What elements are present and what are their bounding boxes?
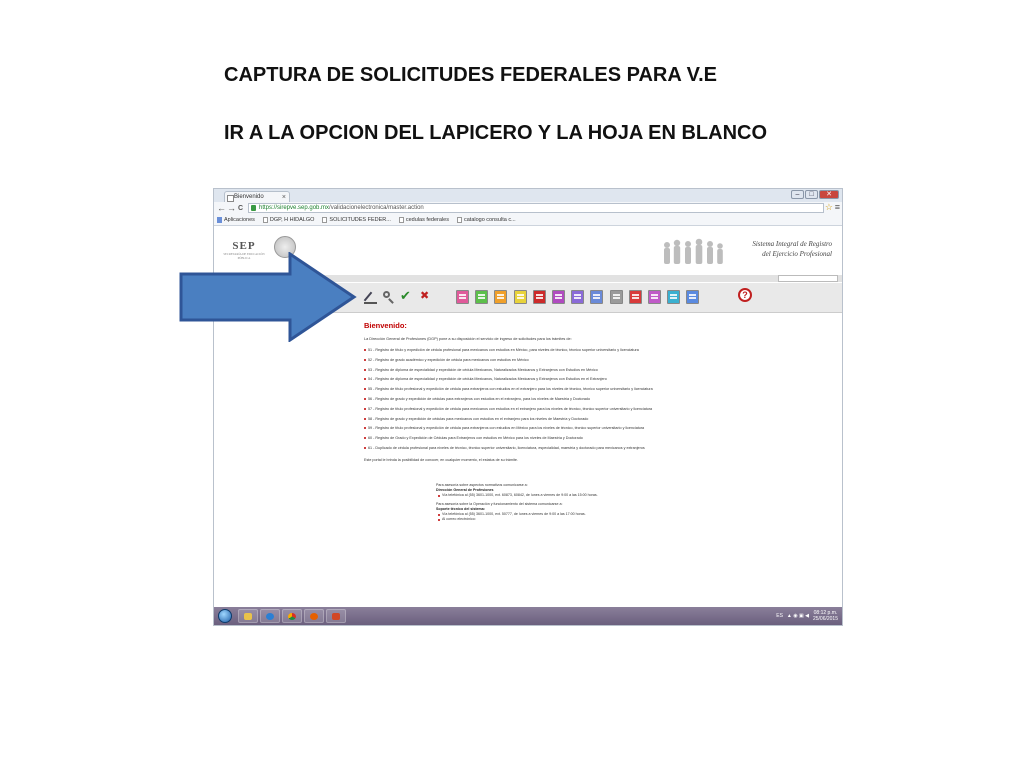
- procedure-item: 61 - Duplicado de cédula profesional para niveles de técnico, técnico superior universitario, licenciatura, especialidad, maestría y doctorado para mexicanos y extranjeros: [364, 446, 834, 456]
- clock-time: 08:12 p.m.: [813, 610, 838, 616]
- window-controls: [791, 190, 839, 200]
- bookmark-label: cedulas federales: [405, 216, 449, 223]
- internet-explorer-icon[interactable]: [260, 609, 280, 623]
- document-icon-3[interactable]: [494, 290, 507, 304]
- sep-logo-text: SEP: [232, 240, 256, 252]
- tab-close-icon[interactable]: ×: [281, 194, 286, 201]
- slide-title-line-2: IR A LA OPCION DEL LAPICERO Y LA HOJA EN BLANCO: [224, 122, 768, 144]
- document-icon-1[interactable]: [456, 290, 469, 304]
- bookmark-label: SOLICITUDES FEDER...: [329, 216, 391, 223]
- url-input[interactable]: [248, 203, 824, 213]
- welcome-heading: Bienvenido:: [364, 321, 407, 330]
- back-icon[interactable]: ←: [217, 203, 226, 213]
- procedure-item: 57 - Registro de título profesional y expedición de cédula para mexicanos con estudios en el extranjero para los niveles de técnico, técnico superior universitario y licenciatura: [364, 407, 834, 417]
- procedure-item: 52 - Registro de grado académico y expedición de cédula para mexicanos con estudios en México: [364, 358, 834, 368]
- people-silhouette-icon: [659, 235, 729, 267]
- contact-info: [436, 483, 736, 522]
- file-explorer-icon[interactable]: [238, 609, 258, 623]
- apps-grid-icon: [217, 217, 222, 223]
- normative-phone: Vía telefónica al (55) 3601-1000, ext. 60873, 60842, de lunes a viernes de 9:00 a las 15:00 horas.: [436, 493, 736, 498]
- clock[interactable]: [813, 610, 838, 622]
- bookmark-apps[interactable]: [217, 215, 255, 225]
- powerpoint-icon[interactable]: [326, 609, 346, 623]
- document-icon-12[interactable]: [667, 290, 680, 304]
- bookmark-label: catalogo consulta c...: [463, 216, 516, 223]
- document-icon-13[interactable]: [686, 290, 699, 304]
- normative-intro: Para asesoría sobre aspectos normativos comunicarse a:: [436, 483, 528, 487]
- document-icon-7[interactable]: [571, 290, 584, 304]
- system-title: [728, 239, 832, 259]
- document-icon-4[interactable]: [514, 290, 527, 304]
- bookmark-item[interactable]: [322, 215, 390, 225]
- tech-email-row: [436, 517, 736, 522]
- procedure-item: 51 - Registro de título y expedición de cédula profesional para mexicanos con estudios en México, para niveles de técnico, técnico superior universitario y licenciatura: [364, 348, 834, 358]
- document-icon-5[interactable]: [533, 290, 546, 304]
- tab-title: Bienvenido: [234, 194, 264, 200]
- page-icon: [322, 217, 327, 223]
- slide-title: [224, 61, 784, 148]
- system-title-line-1: Sistema Integral de Registro: [752, 240, 832, 248]
- welcome-content: [364, 321, 834, 581]
- maximize-button[interactable]: □: [805, 190, 818, 199]
- procedure-item: 59 - Registro de título profesional y expedición de cédula para extranjeros con estudios en México para los niveles de técnico, técnico superior universitario y licenciatura: [364, 426, 834, 436]
- document-icon-8[interactable]: [590, 290, 603, 304]
- tech-email-label: Al correo electrónico:: [442, 517, 476, 521]
- document-icon-6[interactable]: [552, 290, 565, 304]
- document-icon-11[interactable]: [648, 290, 661, 304]
- address-bar-row: [214, 202, 842, 215]
- intro-text: La Dirección General de Profesiones (DGP) pone a su disposición el servicio de ingreso de solicitudes para los trámites de:: [364, 337, 572, 341]
- chrome-icon[interactable]: [282, 609, 302, 623]
- page-icon: [399, 217, 404, 223]
- bookmark-item[interactable]: [457, 215, 516, 225]
- bookmark-item[interactable]: [263, 215, 315, 225]
- procedure-list: [364, 348, 834, 456]
- url-scheme: https://: [259, 205, 278, 211]
- reject-icon[interactable]: [419, 290, 432, 304]
- url-host: sirepve.sep.gob.mx: [277, 205, 330, 211]
- tech-intro: Para asesoría sobre la Operación y funcionamiento del sistema comunicarse a:: [436, 502, 563, 506]
- slide-title-line-1: CAPTURA DE SOLICITUDES FEDERALES PARA V.E: [224, 64, 718, 86]
- page-icon: [457, 217, 462, 223]
- user-field: [778, 275, 838, 282]
- pointer-arrow-icon: [178, 252, 358, 342]
- windows-taskbar: [214, 607, 842, 625]
- portal-note: Este portal le brinda la posibilidad de conocer, en cualquier momento, el estatus de su trámite.: [364, 457, 518, 462]
- minimize-button[interactable]: –: [791, 190, 804, 199]
- pen-edit-icon[interactable]: [364, 290, 377, 304]
- tech-phone: Vía telefónica al (55) 3601-1000, ext. 50777, de lunes a viernes de 9:00 a las 17:00 horas.: [436, 512, 736, 517]
- system-title-line-2: del Ejercicio Profesional: [762, 250, 832, 258]
- page-favicon-icon: [227, 195, 234, 202]
- tech-org: Soporte técnico del sistema:: [436, 507, 485, 511]
- reload-icon[interactable]: C: [238, 205, 244, 212]
- firefox-icon[interactable]: [304, 609, 324, 623]
- browser-tab[interactable]: [224, 191, 290, 202]
- start-button[interactable]: [218, 609, 232, 623]
- procedure-item: 53 - Registro de diploma de especialidad y expedición de cédula Mexicanos, Naturalizados Mexicanos y Extranjeros con Estudios en México: [364, 368, 834, 378]
- procedure-item: 55 - Registro de título profesional y expedición de cédula para extranjeros con estudios en el extranjero para los niveles de técnico, técnico superior universitario y licenciatura: [364, 387, 834, 397]
- system-tray: [776, 610, 842, 622]
- normative-org: Dirección General de Profesiones: [436, 488, 494, 492]
- bookmark-label: Aplicaciones: [224, 216, 255, 223]
- browser-tab-bar: [214, 189, 842, 203]
- browser-menu-icon[interactable]: ≡: [834, 202, 840, 212]
- help-icon[interactable]: ?: [738, 288, 752, 302]
- procedure-item: 54 - Registro de diploma de especialidad y expedición de cédula Mexicanos, Naturalizados Mexicanos y Extranjeros con Estudios en el Extranjero: [364, 377, 834, 387]
- language-indicator[interactable]: ES: [776, 613, 783, 619]
- procedure-item: 58 - Registro de grado y expedición de cédulas para mexicanos con estudios en el extranjero para los niveles de Maestría y Doctorado: [364, 417, 834, 427]
- document-icon-9[interactable]: [610, 290, 623, 304]
- bookmark-item[interactable]: [399, 215, 449, 225]
- bookmark-label: DGP, H HIDALGO: [269, 216, 315, 223]
- procedure-item: 60 - Registro de Grado y Expedición de Cédulas para Extranjeros con estudios en México para los niveles de Maestría y Doctorado: [364, 436, 834, 446]
- lock-icon: [251, 205, 256, 211]
- bookmarks-bar: [214, 215, 842, 226]
- procedure-item: 56 - Registro de grado y expedición de cédulas para extranjeros con estudios en el extranjero, para los niveles de Maestría y Doctorado: [364, 397, 834, 407]
- clock-date: 25/06/2015: [812, 616, 838, 622]
- close-window-button[interactable]: ✕: [819, 190, 839, 199]
- url-path: /validacionelectronica/master.action: [329, 205, 424, 211]
- bookmark-star-icon[interactable]: ☆: [824, 202, 833, 212]
- tray-icons[interactable]: ▲ ◉ ▣ ◀: [786, 613, 809, 619]
- document-icon-2[interactable]: [475, 290, 488, 304]
- search-icon[interactable]: [382, 290, 395, 304]
- document-icon-10[interactable]: [629, 290, 642, 304]
- approve-check-icon[interactable]: [400, 290, 413, 304]
- page-icon: [263, 217, 268, 223]
- forward-icon[interactable]: →: [227, 203, 236, 213]
- sep-logo-subtext: SECRETARÍA DE EDUCACIÓN PÚBLICA: [223, 252, 265, 260]
